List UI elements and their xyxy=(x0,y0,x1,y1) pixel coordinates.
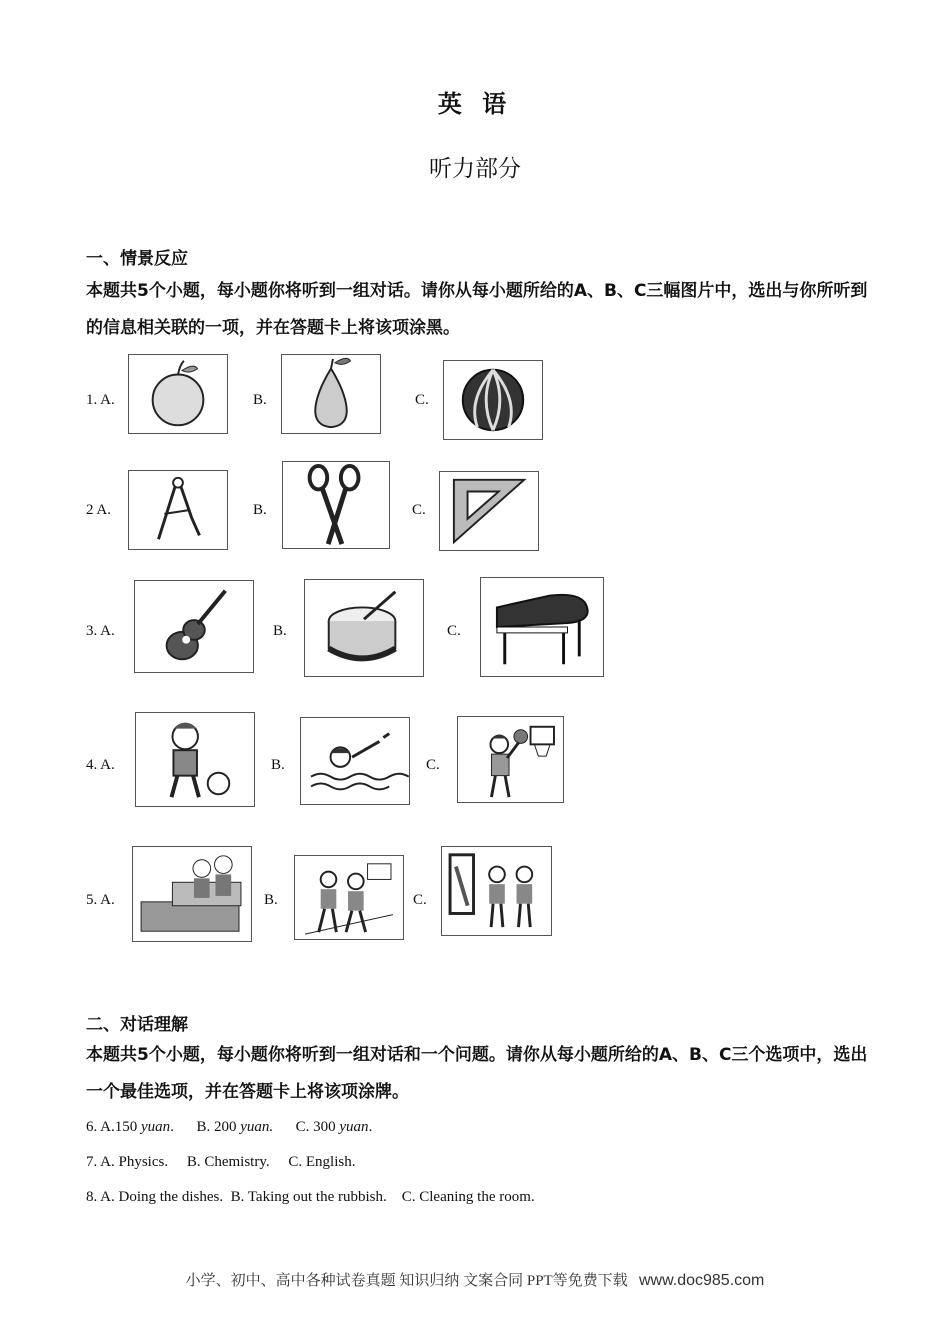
q2-option-b[interactable] xyxy=(282,461,390,549)
q6-option-c[interactable]: C. 300 yuan. xyxy=(295,1119,373,1135)
footer-url[interactable]: www.doc985.com xyxy=(638,1272,765,1289)
q1-option-b[interactable] xyxy=(281,354,381,434)
football-boy-icon xyxy=(136,713,254,806)
q5-option-a[interactable] xyxy=(132,846,252,942)
section1-title: 一、情景反应 xyxy=(86,249,188,269)
q4-c-label: C. xyxy=(426,757,440,773)
drum-icon xyxy=(305,580,423,676)
q3-b-label: B. xyxy=(273,623,287,639)
q4-option-a[interactable] xyxy=(135,712,255,807)
set-square-icon xyxy=(440,472,538,550)
q4-label: 4. A. xyxy=(86,757,115,773)
two-boys-icon xyxy=(295,856,403,939)
question-8: 8. A. Doing the dishes. B. Taking out the rubbish. C. Cleaning the room. xyxy=(86,1189,535,1205)
guitar-icon xyxy=(135,581,253,672)
q1-option-a[interactable] xyxy=(128,354,228,434)
scissors-icon xyxy=(283,462,389,548)
question-7: 7. A. Physics. B. Chemistry. C. English. xyxy=(86,1154,356,1170)
question-6 xyxy=(86,1119,372,1136)
compass-icon xyxy=(129,471,227,549)
subject-title: 英 语 xyxy=(437,90,513,118)
q1-label: 1. A. xyxy=(86,392,115,408)
footer xyxy=(0,1269,950,1290)
pear-icon xyxy=(282,355,380,433)
piano-icon xyxy=(481,578,603,676)
q5-option-b[interactable] xyxy=(294,855,404,940)
q4-option-c[interactable] xyxy=(457,716,564,803)
q4-option-b[interactable] xyxy=(300,717,410,805)
q2-label: 2 A. xyxy=(86,502,112,518)
footer-text: 小学、初中、高中各种试卷真题 知识归纳 文案合同 PPT等免费下载 xyxy=(185,1273,628,1289)
q2-option-a[interactable] xyxy=(128,470,228,550)
q6-option-b[interactable]: B. 200 yuan. xyxy=(196,1119,274,1135)
q3-label: 3. A. xyxy=(86,623,115,639)
q6-option-a[interactable]: 6. A.150 yuan. xyxy=(86,1119,174,1135)
q1-b-label: B. xyxy=(253,392,267,408)
apple-icon xyxy=(129,355,227,433)
q5-b-label: B. xyxy=(264,892,278,908)
section1-instruction: 本题共5个小题，每小题你将听到一组对话。请你从每小题所给的A、B、C三幅图片中，选出与你所听到的信息相关联的一项，并在答题卡上将该项涂黑。 xyxy=(86,281,868,338)
watermelon-icon xyxy=(444,361,542,439)
boys-with-picture-icon xyxy=(442,847,551,935)
sofa-people-icon xyxy=(133,847,251,941)
section2-instruction: 本题共5个小题，每小题你将听到一组对话和一个问题。请你从每小题所给的A、B、C三个选项中，选出一个最佳选项，并在答题卡上将该项涂牌。 xyxy=(86,1045,868,1102)
q3-option-c[interactable] xyxy=(480,577,604,677)
q2-b-label: B. xyxy=(253,502,267,518)
q2-c-label: C. xyxy=(412,502,426,518)
q5-option-c[interactable] xyxy=(441,846,552,936)
q1-c-label: C. xyxy=(415,392,429,408)
basketball-girl-icon xyxy=(458,717,563,802)
q4-b-label: B. xyxy=(271,757,285,773)
part-title: 听力部分 xyxy=(429,156,521,182)
q3-option-a[interactable] xyxy=(134,580,254,673)
q2-option-c[interactable] xyxy=(439,471,539,551)
swimming-icon xyxy=(301,718,409,804)
q5-c-label: C. xyxy=(413,892,427,908)
q3-option-b[interactable] xyxy=(304,579,424,677)
q3-c-label: C. xyxy=(447,623,461,639)
section2-title: 二、对话理解 xyxy=(86,1015,188,1035)
q5-label: 5. A. xyxy=(86,892,115,908)
q1-option-c[interactable] xyxy=(443,360,543,440)
